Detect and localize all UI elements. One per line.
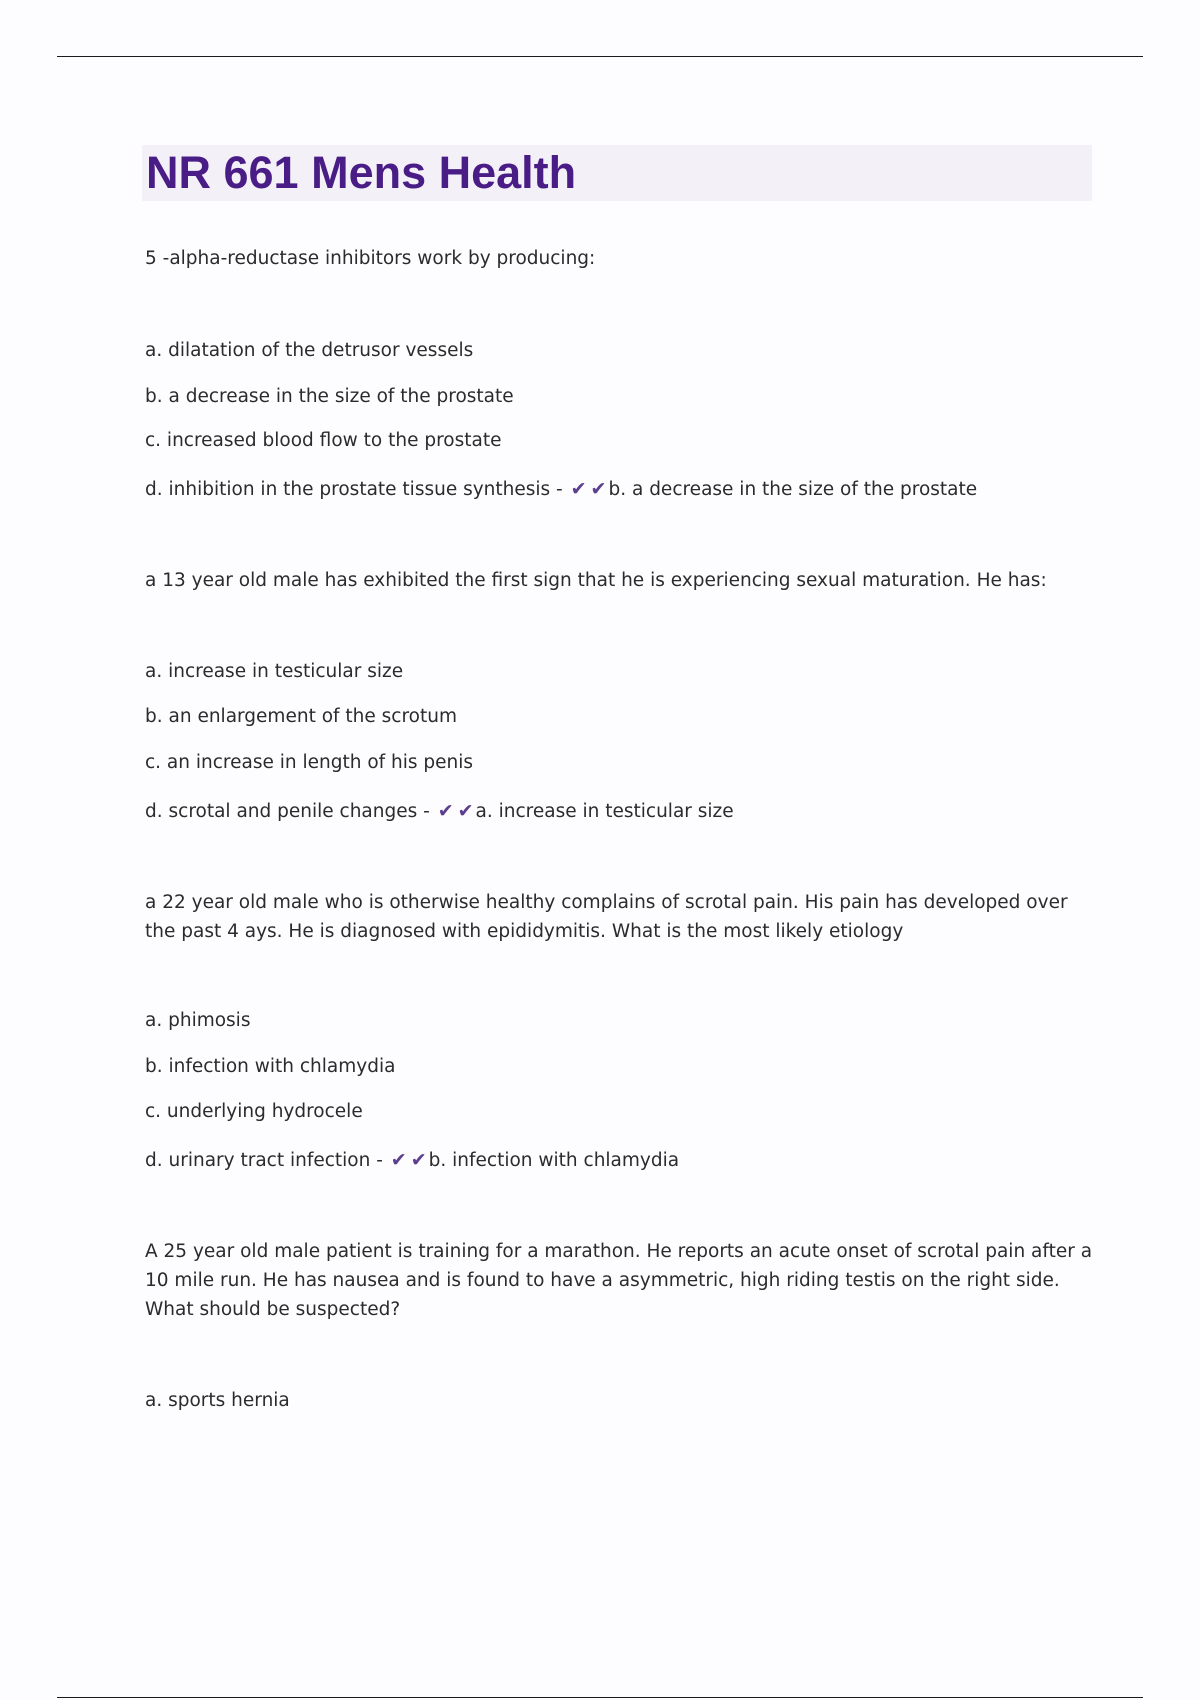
question-3-answer-line	[145, 1146, 679, 1175]
question-2-option-b: b. an enlargement of the scrotum	[145, 706, 457, 727]
question-4-option-a: a. sports hernia	[145, 1390, 290, 1411]
question-2-answer: a. increase in testicular size	[475, 801, 734, 822]
question-3-option-a: a. phimosis	[145, 1010, 251, 1031]
question-3-stem: a 22 year old male who is otherwise healthy complains of scrotal pain. His pain has developed over the past 4 ays. He is diagnosed with epididymitis. What is the most likely etiology	[145, 892, 1068, 942]
document-title: NR 661 Mens Health	[146, 147, 577, 198]
question-3-answer: b. infection with chlamydia	[428, 1150, 680, 1171]
question-1-option-b: b. a decrease in the size of the prostate	[145, 386, 514, 407]
question-1-option-a: a. dilatation of the detrusor vessels	[145, 340, 474, 361]
question-3-option-b: b. infection with chlamydia	[145, 1056, 396, 1077]
question-1-stem: 5 -alpha-reductase inhibitors work by producing:	[145, 248, 596, 269]
checkmark-icon: ✔	[437, 800, 454, 822]
question-3-option-c: c. underlying hydrocele	[145, 1101, 363, 1122]
question-1-option-d: d. inhibition in the prostate tissue synthesis -	[145, 479, 563, 500]
checkmark-icon: ✔	[570, 478, 587, 500]
question-2-option-c: c. an increase in length of his penis	[145, 752, 474, 773]
checkmark-icon: ✔	[410, 1149, 427, 1171]
footer-rule	[57, 1697, 1143, 1698]
question-4-stem: A 25 year old male patient is training for a marathon. He reports an acute onset of scrotal pain after a 10 mile run. He has nausea and is found to have a asymmetric, high riding testis on the right side. What should be suspected?	[145, 1241, 1093, 1320]
header-rule	[57, 56, 1143, 57]
checkmark-icon: ✔	[590, 478, 607, 500]
checkmark-icon: ✔	[390, 1149, 407, 1171]
question-1-answer-line	[145, 475, 977, 504]
question-2-answer-line	[145, 797, 734, 826]
question-2-option-a: a. increase in testicular size	[145, 661, 404, 682]
question-3-option-d: d. urinary tract infection -	[145, 1150, 383, 1171]
question-1-answer: b. a decrease in the size of the prostate	[608, 479, 978, 500]
question-2-option-d: d. scrotal and penile changes -	[145, 801, 430, 822]
checkmark-icon: ✔	[457, 800, 474, 822]
question-1-option-c: c. increased blood flow to the prostate	[145, 430, 502, 451]
question-2-stem: a 13 year old male has exhibited the first sign that he is experiencing sexual maturation. He has:	[145, 570, 1047, 591]
